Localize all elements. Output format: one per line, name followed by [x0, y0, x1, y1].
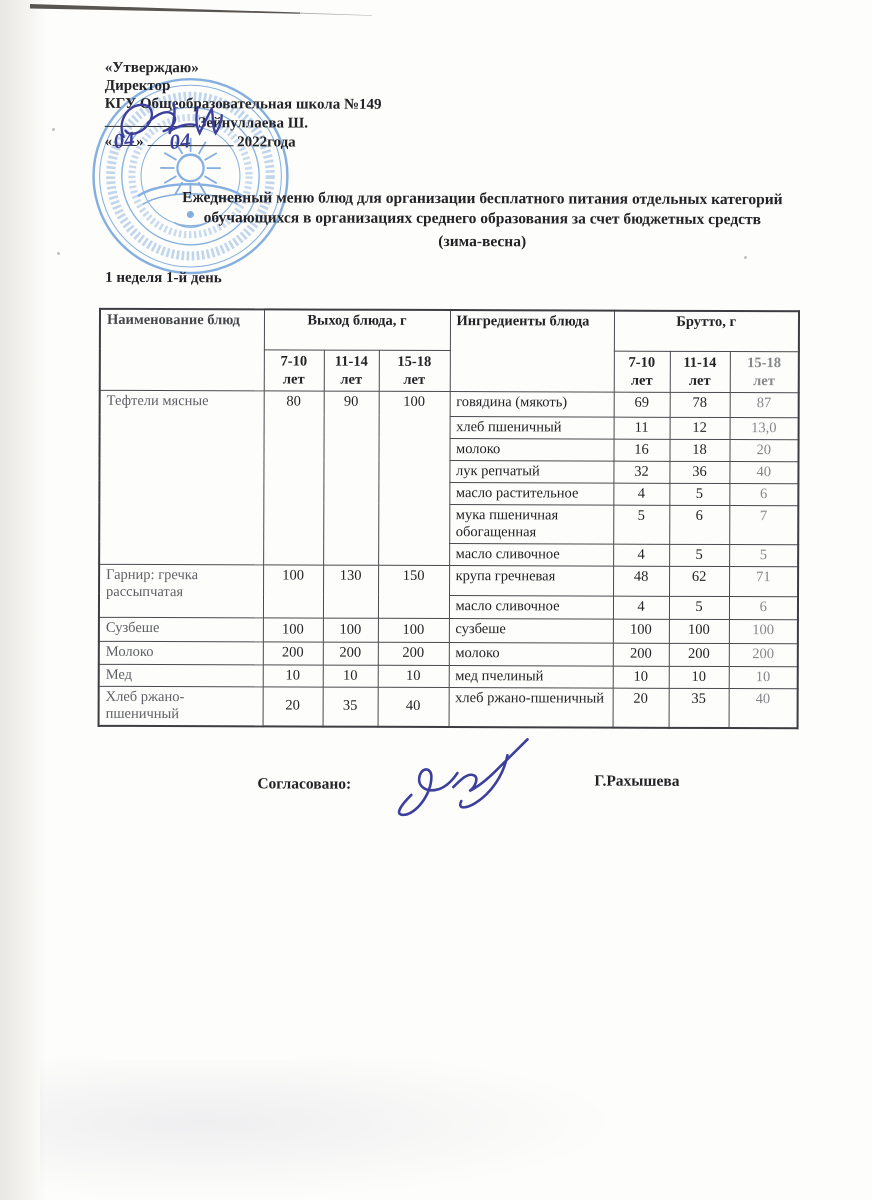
output-value-cell: 150 — [378, 565, 449, 618]
col-header-dish: Наименование блюд — [100, 309, 264, 391]
col-header-age: 7-10 лет — [614, 351, 670, 392]
menu-table — [98, 308, 800, 729]
table-row — [99, 641, 798, 666]
approval-org: КГУ Общеобразовательная школа №149 — [104, 95, 382, 113]
ingredient-cell: хлеб пшеничный — [450, 416, 614, 439]
gross-value-cell: 6 — [729, 596, 798, 619]
col-header-age: 15-18 лет — [379, 350, 450, 391]
gross-value-cell: 5 — [669, 596, 729, 619]
gross-value-cell: 18 — [670, 439, 730, 461]
approval-signer-name: Зейнуллаева Ш. — [198, 115, 309, 132]
ingredient-cell: мука пшеничная обогащенная — [449, 504, 613, 544]
output-value-cell: 10 — [378, 665, 449, 687]
gross-value-cell: 16 — [614, 439, 670, 461]
day-heading: 1 неделя 1-й день — [105, 269, 222, 287]
gross-value-cell: 62 — [669, 566, 729, 596]
ingredient-cell: лук репчатый — [449, 460, 613, 483]
dish-name-cell: Сузбеше — [99, 617, 263, 642]
output-value-cell: 20 — [263, 687, 323, 727]
gross-value-cell: 87 — [730, 392, 799, 417]
ingredient-cell: молоко — [450, 438, 614, 461]
dish-name-cell: Тефтели мясные — [99, 390, 264, 565]
output-value-cell: 40 — [378, 687, 449, 727]
gross-value-cell: 100 — [729, 619, 798, 643]
agreed-signer-name: Г.Рахышева — [594, 772, 680, 790]
gross-value-cell: 13,0 — [730, 417, 799, 439]
title-line-3: (зима-весна) — [438, 233, 527, 251]
col-header-age: 11-14 лет — [324, 350, 379, 391]
output-value-cell: 35 — [323, 687, 378, 727]
output-value-cell: 100 — [378, 391, 450, 565]
gross-value-cell: 48 — [613, 566, 669, 596]
gross-value-cell: 36 — [669, 461, 729, 483]
gross-value-cell: 11 — [614, 417, 670, 439]
gross-value-cell: 10 — [669, 666, 729, 688]
dish-name-cell: Гарнир: гречка рассыпчатая — [99, 564, 263, 618]
handwritten-day: 04 — [111, 126, 137, 154]
gross-value-cell: 4 — [613, 596, 669, 619]
gross-value-cell: 20 — [730, 439, 799, 461]
col-header-age: 7-10 лет — [264, 349, 324, 390]
output-value-cell: 100 — [263, 618, 323, 642]
gross-value-cell: 5 — [669, 544, 729, 566]
table-row — [99, 686, 798, 728]
gross-value-cell: 6 — [729, 483, 798, 505]
ingredient-cell: мед пчелиный — [449, 665, 613, 688]
document-title — [129, 188, 835, 253]
output-value-cell: 100 — [378, 618, 449, 642]
gross-value-cell: 10 — [729, 666, 798, 688]
gross-value-cell: 5 — [729, 544, 798, 566]
handwritten-month: 04 — [168, 128, 192, 155]
agreed-signature — [387, 731, 547, 824]
approval-quote: «Утверждаю» — [104, 59, 199, 77]
ingredient-cell: говядина (мякоть) — [450, 391, 614, 417]
approval-year: 2022года — [237, 134, 296, 151]
ingredient-cell: масло сливочное — [449, 595, 613, 619]
table-row — [99, 664, 798, 688]
gross-value-cell: 100 — [613, 619, 669, 643]
output-value-cell: 10 — [323, 665, 378, 687]
gross-value-cell: 20 — [613, 688, 669, 728]
col-header-ingredients: Ингредиенты блюда — [450, 310, 614, 392]
output-value-cell: 80 — [263, 391, 324, 565]
ingredient-cell: масло сливочное — [449, 543, 613, 566]
col-header-output: Выход блюда, г — [264, 309, 450, 350]
date-close-quote: » — [136, 133, 144, 150]
gross-value-cell: 4 — [613, 483, 669, 505]
date-open-quote: « — [104, 133, 113, 150]
output-value-cell: 10 — [263, 665, 323, 687]
gross-value-cell: 10 — [613, 666, 669, 688]
gross-value-cell: 4 — [613, 544, 669, 566]
gross-value-cell: 7 — [729, 505, 798, 544]
gross-value-cell: 40 — [729, 688, 798, 728]
gross-value-cell: 200 — [669, 643, 729, 666]
output-value-cell: 200 — [323, 642, 378, 665]
output-value-cell: 200 — [263, 642, 323, 665]
dish-name-cell: Мед — [99, 664, 263, 687]
title-line-2: обучающихся в организациях среднего образования за счет бюджетных средств — [203, 208, 762, 228]
output-value-cell: 200 — [378, 642, 449, 665]
gross-value-cell: 35 — [669, 688, 729, 728]
gross-value-cell: 6 — [669, 505, 729, 544]
col-header-gross: Брутто, г — [614, 311, 799, 352]
output-value-cell: 100 — [263, 565, 323, 618]
dish-name-cell: Хлеб ржано-пшеничный — [99, 686, 263, 726]
gross-value-cell: 78 — [670, 392, 730, 417]
output-value-cell: 100 — [323, 618, 378, 642]
title-line-1: Ежедневный меню блюд для организации бесплатного питания отдельных категорий — [182, 189, 783, 209]
gross-value-cell: 71 — [729, 566, 798, 596]
gross-value-cell: 32 — [613, 461, 669, 483]
gross-value-cell: 5 — [669, 483, 729, 505]
table-row — [100, 390, 799, 417]
gross-value-cell: 12 — [670, 417, 730, 439]
ingredient-cell: крупа гречневая — [449, 565, 613, 596]
table-row — [99, 564, 798, 596]
gross-value-cell: 5 — [613, 505, 669, 544]
ingredient-cell: хлеб ржано-пшеничный — [449, 687, 613, 727]
output-value-cell: 90 — [323, 391, 379, 565]
gross-value-cell: 200 — [729, 643, 798, 666]
agreed-label: Согласовано: — [257, 775, 352, 793]
dish-name-cell: Молоко — [99, 641, 263, 665]
col-header-age: 15-18 лет — [730, 351, 799, 392]
ingredient-cell: масло растительное — [449, 482, 613, 505]
ingredient-cell: сузбеше — [449, 618, 613, 643]
output-value-cell: 130 — [323, 565, 378, 618]
gross-value-cell: 40 — [729, 461, 798, 483]
gross-value-cell: 200 — [613, 643, 669, 666]
gross-value-cell: 69 — [614, 392, 670, 417]
table-header-row — [100, 309, 799, 351]
table-row — [99, 617, 798, 643]
col-header-age: 11-14 лет — [670, 351, 730, 392]
ingredient-cell: молоко — [449, 642, 613, 666]
approval-role: Директор — [104, 77, 171, 95]
gross-value-cell: 100 — [669, 619, 729, 643]
